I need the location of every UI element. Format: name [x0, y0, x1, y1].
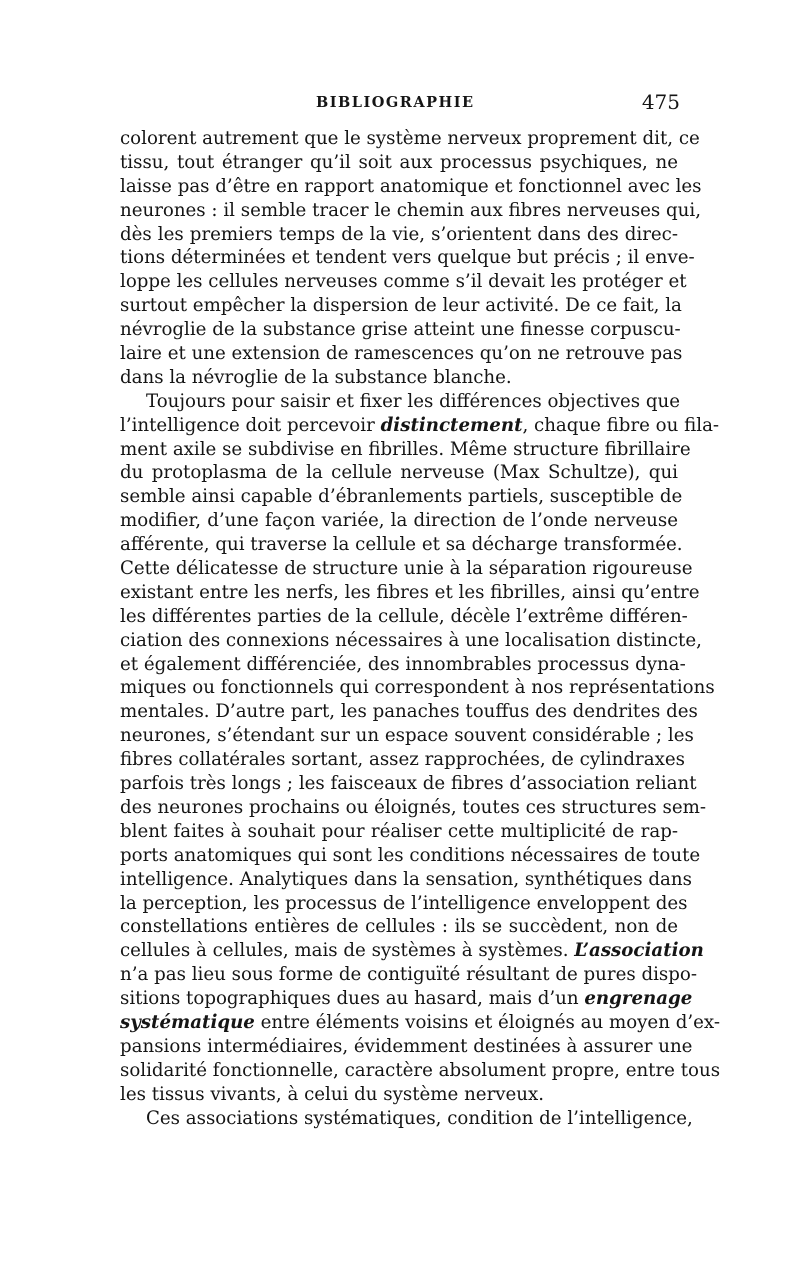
text-line: [120, 724, 694, 748]
text-span: blent faites à souhait pour réaliser cette multiplicité de rap-: [120, 820, 678, 842]
text-line: [120, 246, 695, 270]
text-line: [120, 199, 701, 223]
emphasized-text: engrenage: [584, 988, 693, 1010]
text-span: l’intelligence doit percevoir: [120, 414, 381, 436]
text-span: colorent autrement que le système nerveux proprement dit, ce: [120, 128, 700, 149]
text-span: solidarité fonctionnelle, caractère absolument propre, entre tous: [120, 1059, 721, 1081]
text-span: dans la névroglie de la substance blanche.: [120, 366, 512, 388]
text-line: [120, 939, 704, 963]
text-span: loppe les cellules nerveuses comme s’il devait les protéger et: [120, 271, 687, 293]
text-line: [120, 438, 691, 462]
page-number: 475: [641, 90, 680, 114]
text-span: miques ou fonctionnels qui correspondent à nos représentations: [120, 677, 715, 699]
text-span: les différentes parties de la cellule, décèle l’extrême différen-: [120, 605, 688, 627]
text-span: du protoplasma de la cellule nerveuse (Max Schultze), qui: [120, 462, 678, 484]
text-span: semble ainsi capable d’ébranlements partiels, susceptible de: [120, 486, 683, 508]
text-span: existant entre les nerfs, les fibres et les fibrilles, ainsi qu’entre: [120, 581, 700, 603]
text-span: laire et une extension de ramescences qu’on ne retrouve pas: [120, 343, 683, 365]
text-line: [120, 270, 687, 294]
text-span: laisse pas d’être en rapport anatomique et fonctionnel avec les: [120, 175, 702, 197]
text-span: ciation des connexions nécessaires à une localisation distincte,: [120, 629, 702, 651]
text-line: [120, 820, 678, 844]
text-span: et également différenciée, des innombrables processus dyna-: [120, 653, 686, 675]
text-line: [120, 557, 693, 581]
text-span: fibres collatérales sortant, assez rapprochées, de cylindraxes: [120, 749, 685, 771]
text-line: [120, 629, 702, 653]
text-line: [120, 390, 681, 414]
text-span: afférente, qui traverse la cellule et sa décharge transformée.: [120, 534, 683, 556]
text-line: [120, 366, 678, 390]
text-line: [120, 223, 678, 247]
text-span: intelligence. Analytiques dans la sensation, synthétiques dans: [120, 868, 692, 890]
text-span: pansions intermédiaires, évidemment destinées à assurer une: [120, 1035, 693, 1057]
text-line: [120, 127, 700, 151]
text-span: Cette délicatesse de structure unie à la séparation rigoureuse: [120, 558, 693, 580]
text-span: modifier, d’une façon variée, la direction de l’onde nerveuse: [120, 510, 678, 532]
text-line: [120, 175, 702, 199]
running-head: BIBLIOGRAPHIE: [316, 94, 475, 111]
text-span: sitions topographiques dues au hasard, mais d’un: [120, 988, 585, 1010]
text-line: [120, 294, 682, 318]
text-line: [120, 318, 681, 342]
text-span: parfois très longs ; les faisceaux de fibres d’association reliant: [120, 773, 697, 795]
text-span: Ces associations systématiques, condition de l’intelligence,: [146, 1107, 693, 1129]
text-line: [120, 151, 678, 175]
text-line: [120, 1035, 693, 1059]
text-line: [120, 414, 720, 438]
text-line: [120, 915, 678, 939]
text-line: [120, 1059, 721, 1083]
text-span: , chaque fibre ou fila-: [522, 414, 720, 436]
text-line: [120, 844, 701, 868]
text-line: [120, 1083, 678, 1107]
text-line: [120, 748, 685, 772]
text-line: [120, 868, 692, 892]
emphasized-text: L’association: [574, 940, 704, 962]
text-line: [120, 485, 683, 509]
text-line: [120, 533, 683, 557]
text-span: neurones : il semble tracer le chemin aux fibres nerveuses qui,: [120, 199, 701, 221]
body-text: [120, 127, 721, 1130]
text-span: n’a pas lieu sous forme de contiguïté résultant de pures dispo-: [120, 964, 698, 986]
text-span: ment axile se subdivise en fibrilles. Même structure fibrillaire: [120, 438, 691, 460]
text-line: [120, 653, 686, 677]
text-line: [120, 605, 688, 629]
text-span: tissu, tout étranger qu’il soit aux processus psychiques, ne: [120, 151, 678, 173]
text-span: cellules à cellules, mais de systèmes à systèmes.: [120, 940, 575, 962]
text-span: Toujours pour saisir et fixer les différences objectives que: [146, 390, 681, 412]
text-span: entre éléments voisins et éloignés au moyen d’ex-: [254, 1011, 720, 1033]
page-header: [120, 90, 680, 120]
text-span: surtout empêcher la dispersion de leur activité. De ce fait, la: [120, 295, 682, 317]
text-span: mentales. D’autre part, les panaches touffus des dendrites des: [120, 701, 698, 723]
text-line: [120, 676, 715, 700]
text-span: la perception, les processus de l’intelligence enveloppent des: [120, 892, 688, 914]
text-line: [120, 509, 678, 533]
text-line: [120, 963, 698, 987]
text-span: névroglie de la substance grise atteint une finesse corpuscu-: [120, 319, 681, 341]
text-span: dès les premiers temps de la vie, s’orientent dans des direc-: [120, 223, 678, 245]
text-line: [120, 461, 678, 485]
text-line: [120, 987, 693, 1011]
text-line: [120, 772, 697, 796]
text-span: constellations entières de cellules : ils se succèdent, non de: [120, 916, 678, 938]
text-span: ports anatomiques qui sont les conditions nécessaires de toute: [120, 844, 701, 866]
text-span: les tissus vivants, à celui du système nerveux.: [120, 1083, 545, 1105]
text-line: [120, 700, 698, 724]
text-line: [120, 1011, 720, 1035]
text-span: neurones, s’étendant sur un espace souvent considérable ; les: [120, 725, 694, 747]
text-line: [120, 581, 700, 605]
text-line: [120, 892, 688, 916]
emphasized-text: systématique: [120, 1011, 255, 1033]
text-line: [120, 342, 683, 366]
text-line: [120, 1107, 693, 1131]
text-span: des neurones prochains ou éloignés, toutes ces structures sem-: [120, 796, 706, 818]
text-line: [120, 796, 706, 820]
text-span: tions déterminées et tendent vers quelque but précis ; il enve-: [120, 247, 695, 269]
emphasized-text: distinctement: [380, 414, 523, 436]
